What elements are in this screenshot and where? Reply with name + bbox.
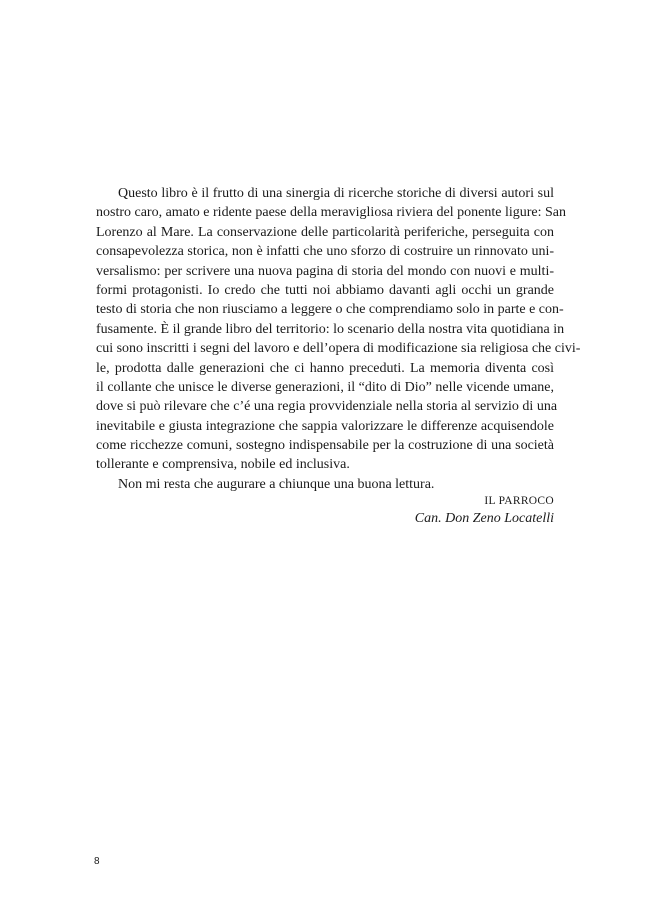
text-line: le, prodotta dalle generazioni che ci hanno preceduti. La memoria diventa così — [96, 360, 554, 376]
text-line: formi protagonisti. Io credo che tutti noi abbiamo davanti agli occhi un grande — [96, 282, 554, 298]
text-line: tollerante e comprensiva, nobile ed inclusiva. — [96, 457, 350, 473]
signature-block — [415, 493, 554, 529]
text-line: come ricchezze comuni, sostegno indispensabile per la costruzione di una società — [96, 438, 554, 454]
text-line: fusamente. È il grande libro del territorio: lo scenario della nostra vita quotidiana in — [96, 321, 565, 337]
text-line: il collante che unisce le diverse generazioni, il “dito di Dio” nelle vicende umane, — [96, 379, 554, 395]
text-line: nostro caro, amato e ridente paese della meravigliosa riviera del ponente ligure: San — [96, 205, 566, 221]
text-line: inevitabile e giusta integrazione che sappia valorizzare le differenze acquisendole — [96, 418, 554, 434]
closing-line: Non mi resta che augurare a chiunque una buona lettura. — [118, 476, 435, 492]
text-line: cui sono inscritti i segni del lavoro e dell’opera di modificazione sia religiosa che civi- — [96, 341, 581, 357]
text-line: Lorenzo al Mare. La conservazione delle particolarità periferiche, perseguita con — [96, 224, 554, 240]
signature-role: IL PARROCO — [484, 495, 554, 507]
text-line: testo di storia che non riusciamo a leggere o che comprendiamo solo in parte e con- — [96, 302, 564, 318]
text-line: dove si può rilevare che c’é una regia provvidenziale nella storia al servizio di una — [96, 399, 558, 415]
signature-name: Can. Don Zeno Locatelli — [414, 511, 554, 526]
main-text — [96, 184, 581, 494]
text-line: versalismo: per scrivere una nuova pagina di storia del mondo con nuovi e multi- — [96, 263, 554, 279]
text-line: Questo libro è il frutto di una sinergia di ricerche storiche di diversi autori sul — [118, 186, 554, 201]
page-number: 8 — [94, 856, 100, 867]
text-line: consapevolezza storica, non è infatti che uno sforzo di costruire un rinnovato uni- — [96, 244, 554, 260]
